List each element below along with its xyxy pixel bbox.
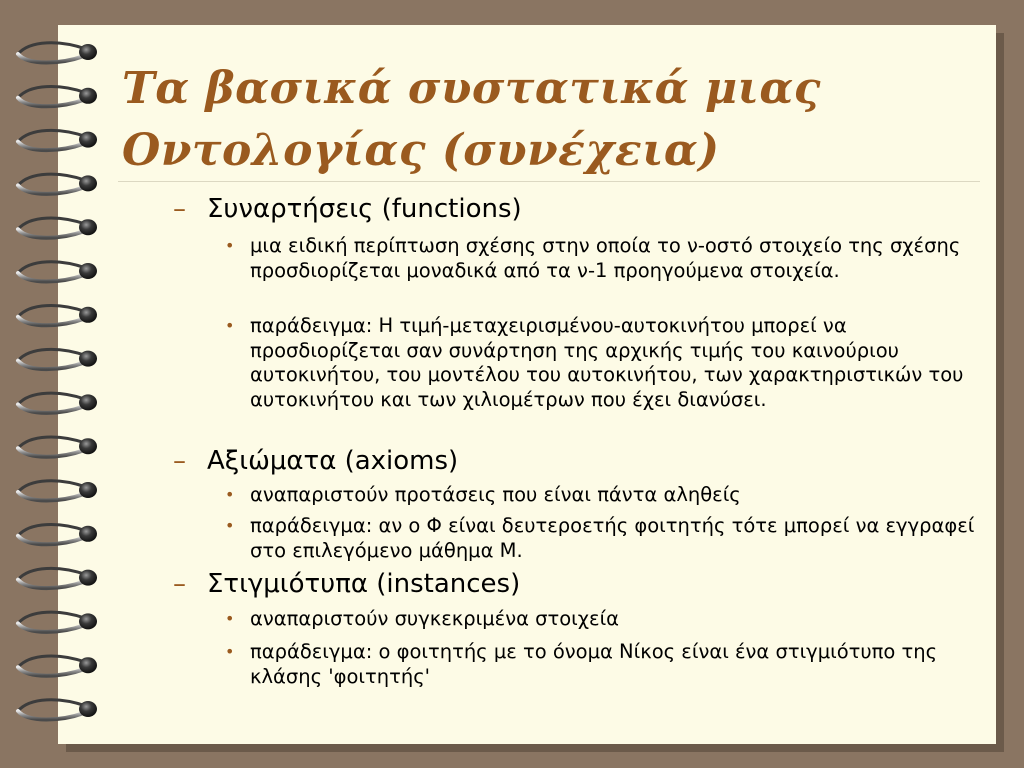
spiral-binding (0, 0, 110, 768)
list-item: παράδειγμα: Η τιμή-μεταχειρισμένου-αυτοκινήτου μπορεί να προσδιορίζεται σαν συνάρτηση της αρχικής τιμής του καινούριου αυτοκινήτου, του μοντέλου του αυτοκινήτου, των χαρακτηριστικών του αυτοκινήτου και των χιλιομέτρων που έχει διανύσει. (250, 314, 964, 411)
binding-ring (18, 174, 97, 194)
bullet-marker: • (225, 485, 235, 504)
bullet-marker: • (225, 516, 235, 535)
binding-ring (18, 612, 97, 632)
title-line-1: Τα βασικά συστατικά μιας (122, 63, 821, 114)
list-item: μια ειδική περίπτωση σχέσης στην οποία το ν-οστό στοιχείο της σχέσης προσδιορίζεται μοναδικά από τα ν-1 προηγούμενα στοιχεία. (250, 234, 961, 282)
binding-ring (18, 481, 97, 501)
title-divider (118, 181, 980, 182)
binding-ring (18, 656, 97, 676)
binding-ring (18, 349, 97, 369)
binding-ring (18, 43, 97, 63)
dash-marker: – (173, 569, 186, 599)
section-heading-functions: Συναρτήσεις (functions) (207, 194, 522, 224)
section-heading-axioms: Αξιώματα (axioms) (207, 446, 459, 476)
section-heading-instances: Στιγμιότυπα (instances) (207, 569, 521, 599)
binding-ring (18, 262, 97, 282)
binding-ring (18, 130, 97, 150)
binding-ring (18, 700, 97, 720)
binding-ring (18, 568, 97, 588)
bullet-marker: • (225, 236, 235, 255)
bullet-marker: • (225, 609, 235, 628)
binding-ring (18, 393, 97, 413)
title-line-2: Οντολογίας (συνέχεια) (122, 125, 720, 176)
binding-ring (18, 525, 97, 545)
bullet-marker: • (225, 316, 235, 335)
dash-marker: – (173, 446, 186, 476)
binding-ring (18, 437, 97, 457)
list-item: παράδειγμα: αν ο Φ είναι δευτεροετής φοιτητής τότε μπορεί να εγγραφεί στο επιλεγόμενο μάθημα Μ. (250, 514, 975, 562)
binding-ring (18, 306, 97, 326)
dash-marker: – (173, 194, 186, 224)
binding-ring (18, 87, 97, 107)
bullet-marker: • (225, 642, 235, 661)
slide-title (122, 58, 982, 182)
list-item: αναπαριστούν συγκεκριμένα στοιχεία (250, 607, 620, 630)
binding-ring (18, 218, 97, 238)
list-item: αναπαριστούν προτάσεις που είναι πάντα αληθείς (250, 483, 741, 506)
list-item: παράδειγμα: ο φοιτητής με το όνομα Νίκος είναι ένα στιγμιότυπο της κλάσης 'φοιτητής' (250, 640, 938, 688)
